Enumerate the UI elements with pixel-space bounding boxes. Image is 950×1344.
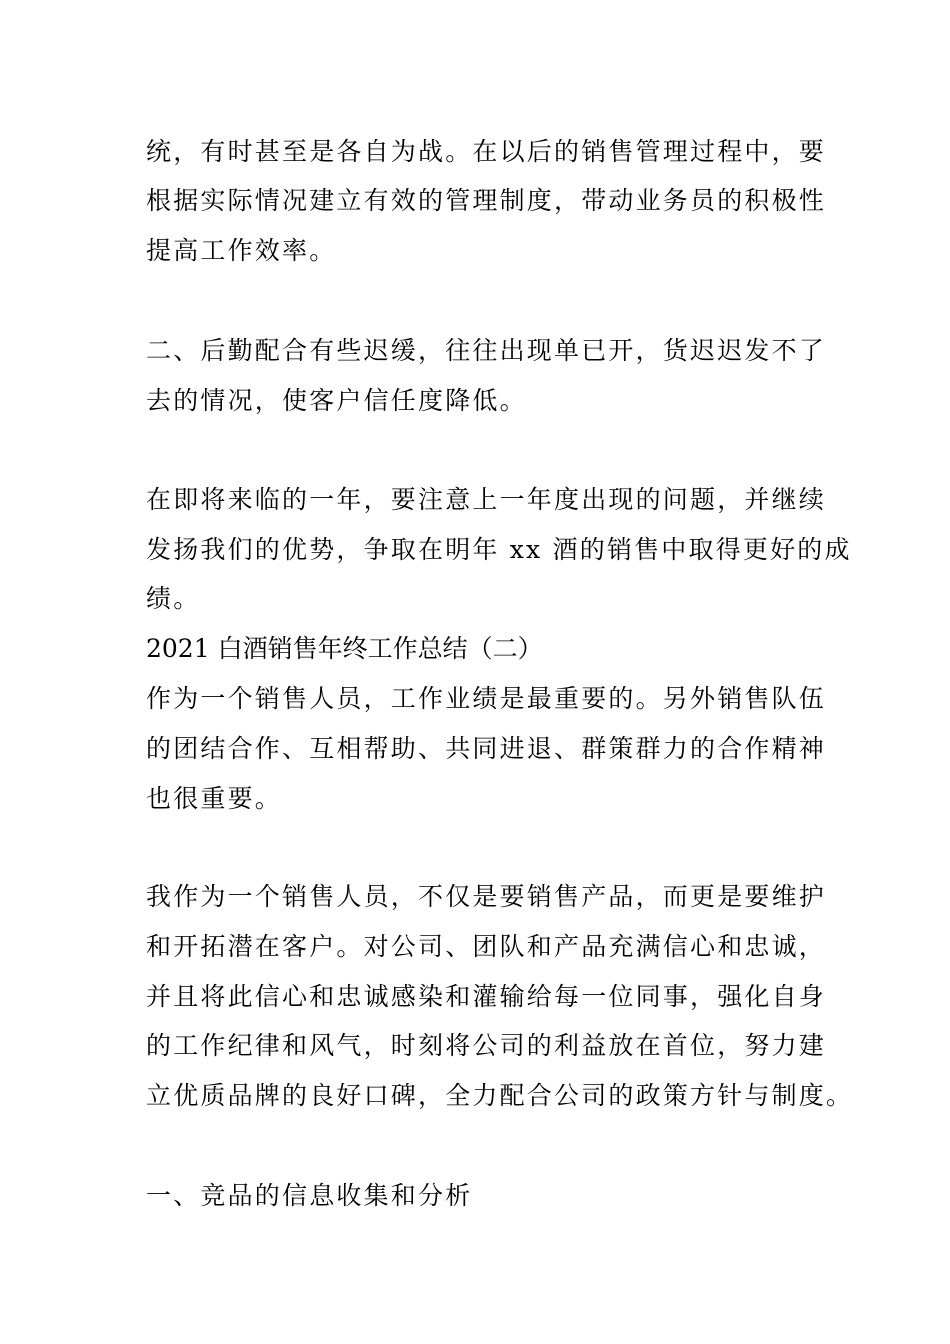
section-heading: 2021 白酒销售年终工作总结（二） xyxy=(146,634,543,663)
paragraph-line: 二、后勤配合有些迟缓，往往出现单已开，货迟迟发不了 xyxy=(146,336,827,365)
paragraph-line: 和开拓潜在客户。对公司、团队和产品充满信心和忠诚， xyxy=(146,932,827,961)
paragraph-line: 并且将此信心和忠诚感染和灌输给每一位同事，强化自身 xyxy=(146,982,827,1011)
paragraph-line: 提高工作效率。 xyxy=(146,236,337,265)
paragraph-line: 的工作纪律和风气，时刻将公司的利益放在首位，努力建 xyxy=(146,1031,827,1060)
paragraph-line: 绩。 xyxy=(146,584,201,613)
paragraph-line: 的团结合作、互相帮助、共同进退、群策群力的合作精神 xyxy=(146,734,827,763)
paragraph-line: 也很重要。 xyxy=(146,784,283,813)
paragraph-line: 统，有时甚至是各自为战。在以后的销售管理过程中，要 xyxy=(146,137,827,166)
paragraph-line: 在即将来临的一年，要注意上一年度出现的问题，并继续 xyxy=(146,485,827,514)
section-subheading: 一、竞品的信息收集和分析 xyxy=(146,1181,473,1210)
paragraph-line: 发扬我们的优势，争取在明年 xx 酒的销售中取得更好的成 xyxy=(146,535,852,564)
paragraph-line: 根据实际情况建立有效的管理制度，带动业务员的积极性 xyxy=(146,186,827,215)
paragraph-line: 去的情况，使客户信任度降低。 xyxy=(146,386,527,415)
paragraph-line: 立优质品牌的良好口碑，全力配合公司的政策方针与制度。 xyxy=(146,1081,854,1110)
paragraph-line: 作为一个销售人员，工作业绩是最重要的。另外销售队伍 xyxy=(146,684,827,713)
paragraph-line: 我作为一个销售人员，不仅是要销售产品，而更是要维护 xyxy=(146,882,827,911)
